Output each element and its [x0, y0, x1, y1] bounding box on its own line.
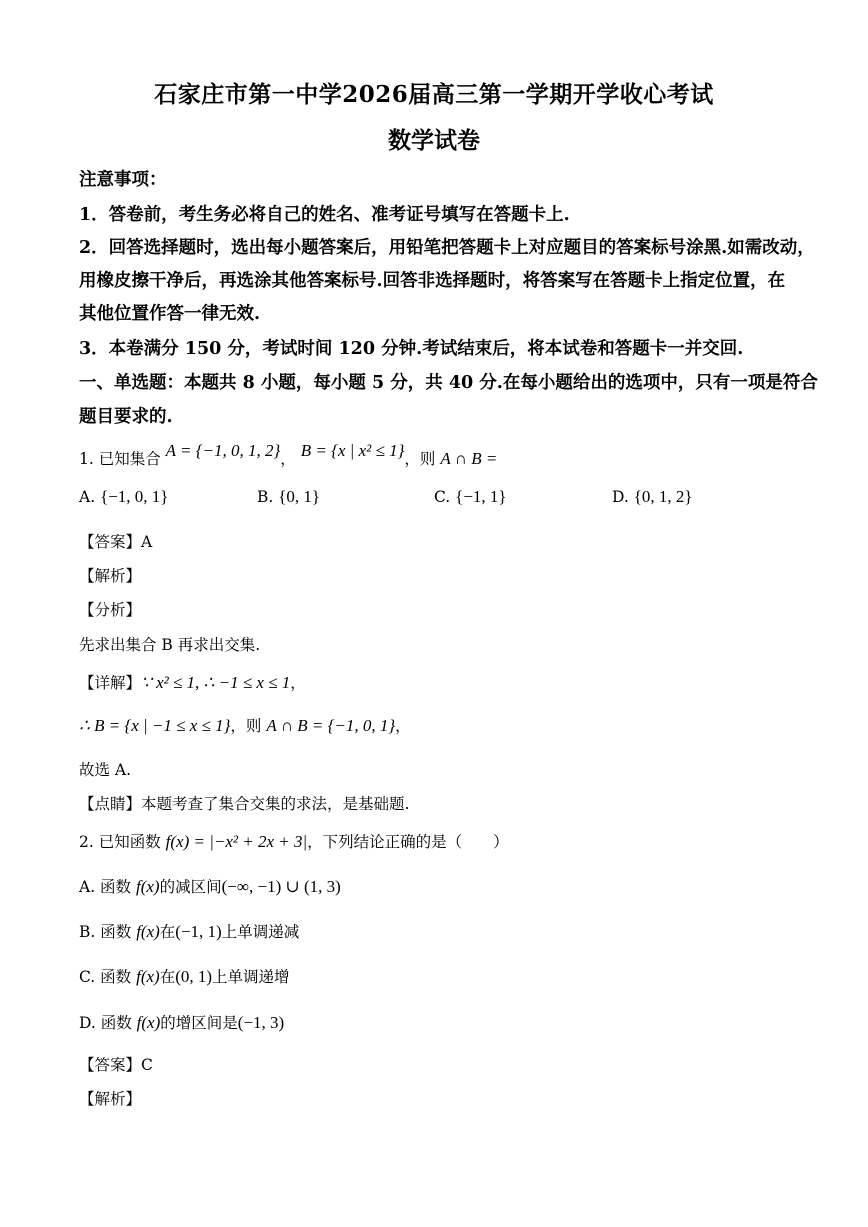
question-1-fenxi-label: 【分析】 [79, 601, 142, 619]
option-a-value: {−1, 0, 1} [100, 487, 169, 506]
question-1-detail-line-1: 【详解】∵ x² ≤ 1, ∴ −1 ≤ x ≤ 1， [79, 673, 306, 692]
option-b-value: {0, 1} [278, 487, 321, 506]
question-1-option-c: C. {−1, 1} [434, 487, 507, 506]
notice-heading: 注意事项： [79, 170, 167, 190]
option-b-interval: (−1, 1) [175, 922, 222, 941]
question-2-stem: 2. 已知函数 f(x) = |−x² + 2x + 3|，下列结论正确的是（ ） [79, 832, 509, 851]
option-c-interval: (0, 1) [175, 967, 213, 986]
option-a-interval: (−∞, −1) ∪ (1, 3) [221, 877, 341, 896]
question-1-option-d: D. {0, 1, 2} [612, 487, 693, 506]
detail-math-3: A ∩ B = {−1, 0, 1} [266, 716, 396, 735]
detail-math-1: ∵ x² ≤ 1, ∴ −1 ≤ x ≤ 1 [141, 673, 291, 692]
section-heading-line-2: 题目要求的. [79, 407, 173, 427]
question-2-function: f(x) = |−x² + 2x + 3| [165, 832, 308, 851]
notice-item-3: 3．本卷满分 150 分，考试时间 120 分钟.考试结束后，将本试卷和答题卡一并交回. [79, 339, 744, 359]
question-2-analysis-label: 【解析】 [79, 1090, 142, 1108]
option-d-interval: (−1, 3) [237, 1013, 285, 1032]
question-1-answer: 【答案】A [79, 533, 153, 551]
question-1-comma: ， [280, 450, 296, 468]
question-1-prefix: 1. 已知集合 [79, 450, 161, 468]
option-d-value: {0, 1, 2} [633, 487, 693, 506]
notice-item-2-line-3: 其他位置作答一律无效. [79, 304, 261, 324]
question-1-fenxi-text: 先求出集合 B 再求出交集. [79, 636, 261, 654]
question-1-option-b: B. {0, 1} [257, 487, 321, 506]
detail-math-2: ∴ B = {x | −1 ≤ x ≤ 1} [79, 716, 231, 735]
set-a-definition: A = {−1, 0, 1, 2} [165, 441, 281, 460]
question-1-stem [79, 441, 498, 469]
set-b-definition: B = {x | x² ≤ 1} [300, 441, 405, 460]
question-1-choose: 故选 A. [79, 761, 132, 779]
question-2-option-b: B. 函数 f(x)在(−1, 1)上单调递减 [79, 922, 300, 941]
notice-item-2-line-1: 2．回答选择题时，选出每小题答案后，用铅笔把答题卡上对应题目的答案标号涂黑.如需改动， [79, 238, 815, 258]
question-1-analysis-label: 【解析】 [79, 567, 142, 585]
question-1-detail-line-2: ∴ B = {x | −1 ≤ x ≤ 1}，则 A ∩ B = {−1, 0, 1}， [79, 716, 411, 735]
section-heading-line-1: 一、单选题：本题共 8 小题，每小题 5 分，共 40 分.在每小题给出的选项中，只有一项是符合 [79, 373, 818, 393]
question-1-then: ，则 [404, 450, 436, 468]
question-1-option-a: A. {−1, 0, 1} [79, 487, 169, 506]
notice-item-1: 1．答卷前，考生务必将自己的姓名、准考证号填写在答题卡上. [79, 205, 570, 225]
question-2-option-a: A. 函数 f(x)的减区间(−∞, −1) ∪ (1, 3) [79, 877, 341, 896]
exam-title: 石家庄市第一中学2026届高三第一学期开学收心考试 [154, 81, 714, 108]
question-2-option-c: C. 函数 f(x)在(0, 1)上单调递增 [79, 967, 290, 986]
exam-subtitle: 数学试卷 [388, 127, 480, 154]
option-c-value: {−1, 1} [455, 487, 507, 506]
question-1-expression: A ∩ B = [440, 449, 498, 468]
question-2-answer: 【答案】C [79, 1056, 153, 1074]
question-2-option-d: D. 函数 f(x)的增区间是(−1, 3) [79, 1013, 285, 1032]
question-1-comment: 【点睛】本题考查了集合交集的求法，是基础题. [79, 795, 410, 813]
notice-item-2-line-2: 用橡皮擦干净后，再选涂其他答案标号.回答非选择题时，将答案写在答题卡上指定位置，在 [79, 271, 786, 291]
